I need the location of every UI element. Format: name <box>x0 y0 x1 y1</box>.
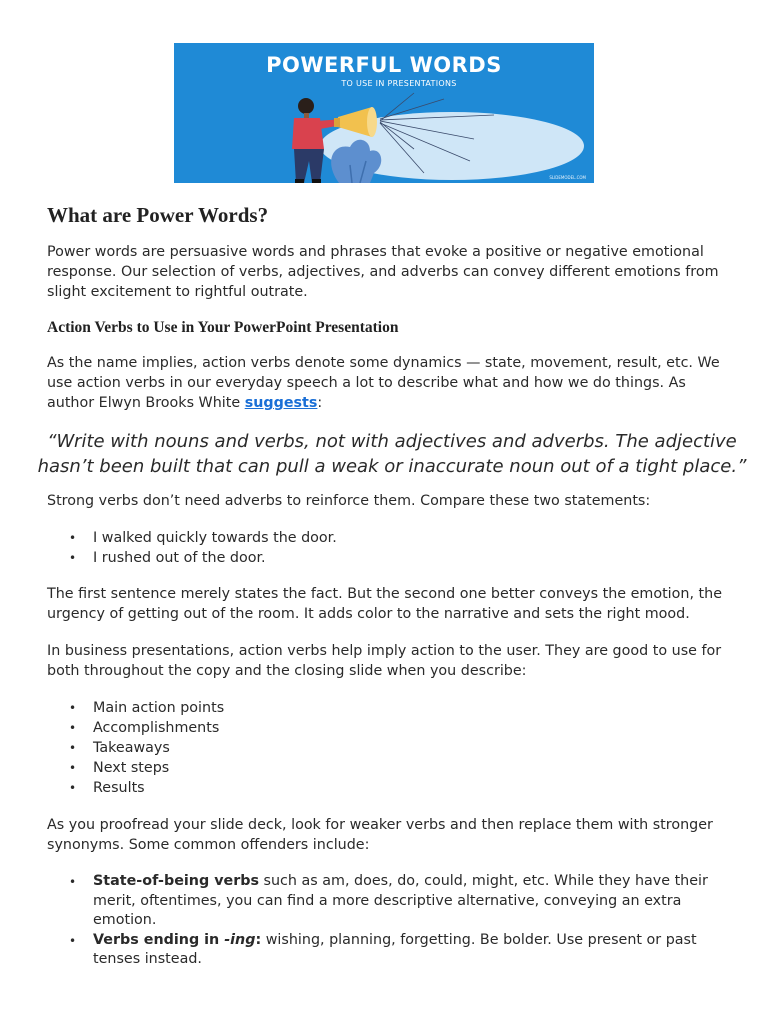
offender-term-suffix-italic: -ing <box>224 931 256 948</box>
list-item-text: Results <box>93 780 145 796</box>
list-item <box>47 528 727 548</box>
list-item-text: I walked quickly towards the door. <box>93 530 337 546</box>
bullet: • <box>69 933 77 948</box>
banner-subtitle: TO USE IN PRESENTATIONS <box>341 79 457 88</box>
list-item-text: I rushed out of the door. <box>93 550 266 566</box>
list-item-text: Next steps <box>93 760 170 776</box>
list-item <box>47 758 727 778</box>
list-item <box>47 778 727 798</box>
offenders-list <box>47 872 727 970</box>
page-title: What are Power Words? <box>47 203 269 227</box>
list-item <box>47 698 727 718</box>
offender-description: such as am, does, do, could, might, etc. While they have their merit, oftentimes, you can find a more descriptive alternative, conveying an extra emotion. <box>93 873 708 928</box>
offender-term-prefix: Verbs ending in <box>93 931 225 948</box>
list-item-text: Main action points <box>93 700 225 716</box>
bullet: • <box>69 551 77 565</box>
action-verbs-text: As the name implies, action verbs denote some dynamics — state, movement, result, etc. We use action verbs in our everyday speech a lot to describe what and how we do things. As author Elwyn Brooks White <box>47 355 720 411</box>
offender-term: State-of-being verbs <box>93 873 259 889</box>
bullet: • <box>69 761 77 775</box>
offender-term <box>93 932 261 948</box>
strong-verbs-paragraph: Strong verbs don’t need adverbs to reinforce them. Compare these two statements: <box>47 493 651 509</box>
banner-image <box>174 43 594 183</box>
list-item <box>47 718 727 738</box>
bullet: • <box>69 781 77 795</box>
suggests-link[interactable]: suggests <box>244 395 318 411</box>
list-item-text: Takeaways <box>93 740 170 756</box>
article-body <box>37 200 747 970</box>
list-item <box>47 738 727 758</box>
offender-term-colon: : <box>255 931 262 948</box>
list-item <box>47 931 727 970</box>
bullet: • <box>69 721 77 735</box>
comparison-paragraph: The first sentence merely states the fact. But the second one better conveys the emotion, the urgency of getting out of the room. It adds color to the narrative and sets the right mood. <box>47 586 723 622</box>
section-heading: Action Verbs to Use in Your PowerPoint Presentation <box>47 319 399 336</box>
banner-credit: SLIDEMODEL.COM <box>549 175 586 180</box>
offender-description: wishing, planning, forgetting. Be bolder. Use present or past tenses instead. <box>93 931 697 967</box>
action-verbs-paragraph <box>47 353 727 413</box>
list-item <box>47 872 727 931</box>
bullet: • <box>69 531 77 545</box>
bullet: • <box>69 875 77 889</box>
proofread-paragraph: As you proofread your slide deck, look for weaker verbs and then replace them with stronger synonyms. Some common offenders include: <box>47 817 713 853</box>
bullet: • <box>69 741 77 755</box>
list-item <box>47 548 727 568</box>
business-paragraph: In business presentations, action verbs help imply action to the user. They are good to use for both throughout the copy and the closing slide when you describe: <box>47 643 722 679</box>
quote-block: “Write with nouns and verbs, not with adjectives and adverbs. The adjective hasn’t been built that can pull a weak or inaccurate noun out of a tight place.” <box>37 431 747 477</box>
bullet: • <box>69 701 77 715</box>
link-suffix: : <box>317 395 323 411</box>
statements-list <box>47 528 727 568</box>
uses-list <box>47 698 727 798</box>
intro-paragraph: Power words are persuasive words and phrases that evoke a positive or negative emotional response. Our selection of verbs, adjectives, and adverbs can convey different emotions from slight excitement to rightful outrate. <box>47 244 719 300</box>
banner-title: POWERFUL WORDS <box>266 53 502 77</box>
list-item-text: Accomplishments <box>93 720 220 736</box>
